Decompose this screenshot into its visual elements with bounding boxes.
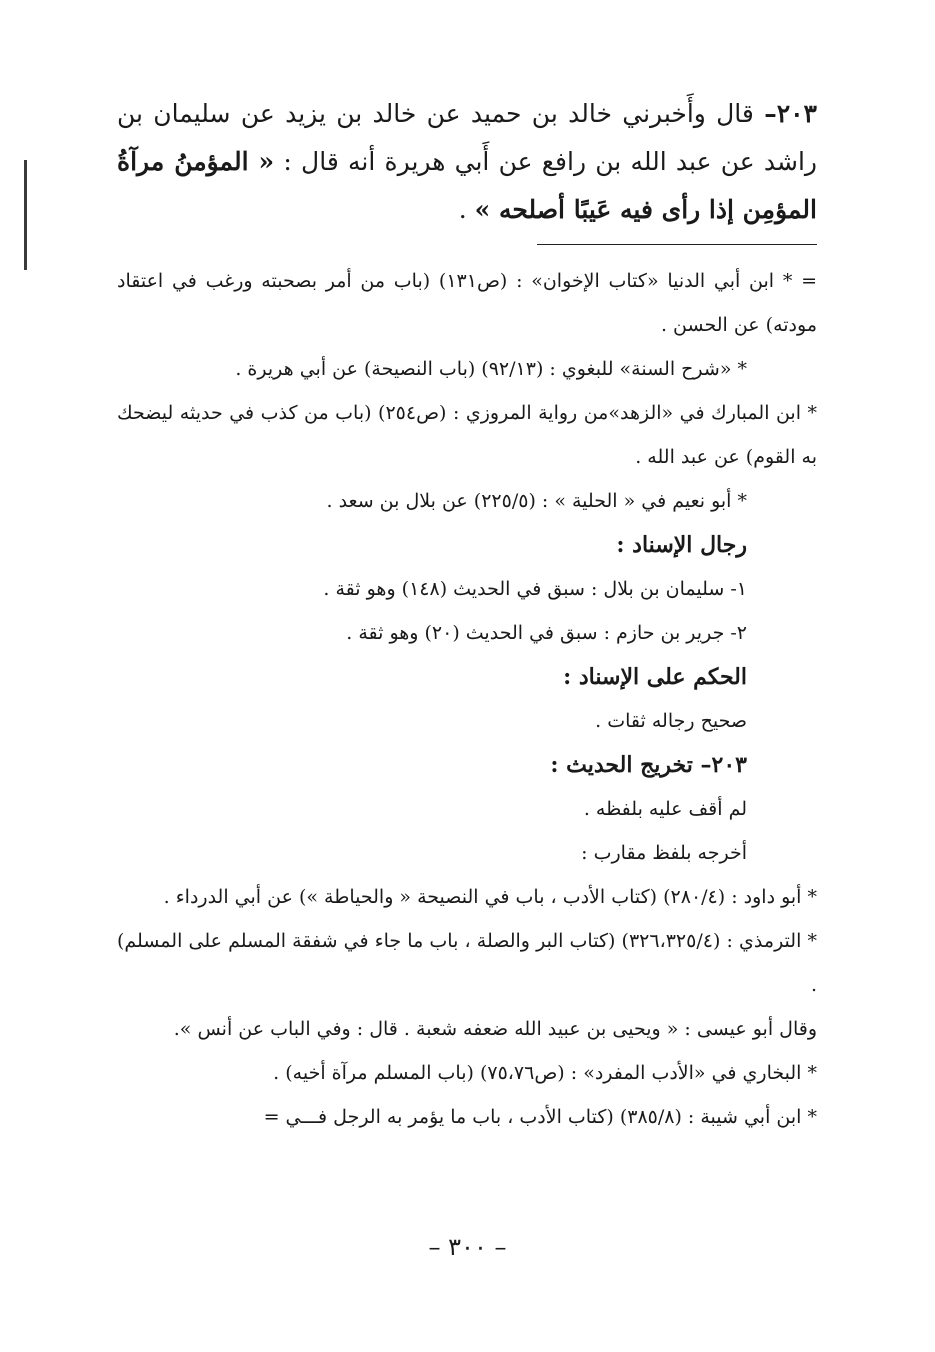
footnote-line: * أبو نعيم في « الحلية » : (٢٢٥/٥) عن بلال بن سعد . xyxy=(326,490,747,512)
footnote-line: * «شرح السنة» للبغوي : (٩٢/١٣) (باب النصيحة) عن أبي هريرة . xyxy=(235,358,747,380)
narrator-line: ٢- جرير بن حازم : سبق في الحديث (٢٠) وهو ثقة . xyxy=(346,622,747,644)
takhrij-line: * البخاري في «الأدب المفرد» : (ص٧٥،٧٦) (باب المسلم مرآة أخيه) . xyxy=(273,1062,817,1084)
hadith-isnad: قال وأَخبرني خالد بن حميد عن خالد بن يزيد عن سليمان بن راشد عن عبد الله بن رافع عن أَبي هريرة أنه قال : xyxy=(117,99,818,176)
footnotes xyxy=(117,259,817,1139)
hadith-quote: « المؤمنُ مرآةُ المؤمِن إذا رأى فيه عَيبًا أصلحه » xyxy=(117,147,817,224)
narrator-line: ١- سليمان بن بلال : سبق في الحديث (١٤٨) وهو ثقة . xyxy=(323,578,747,600)
takhrij-line: * ابن أبي شيبة : (٣٨٥/٨) (كتاب الأدب ، باب ما يؤمر به الرجل فـــي = xyxy=(263,1106,817,1128)
scan-edge-mark xyxy=(24,160,27,270)
page-number: – ٣٠٠ – xyxy=(428,1233,507,1261)
takhrij-line: * أبو داود : (٢٨٠/٤) (كتاب الأدب ، باب في النصيحة « والحياطة ») عن أبي الدرداء . xyxy=(163,886,817,908)
section-heading-takhrij: ٢٠٣– تخريج الحديث : xyxy=(550,752,747,778)
footnote-separator xyxy=(537,244,817,245)
footnote-line: * ابن المبارك في «الزهد»من رواية المروزي : (ص٢٥٤) (باب من كذب في حديثه ليضحك به القوم) عن عبد الله . xyxy=(117,402,817,468)
footnote-line: = * ابن أبي الدنيا «كتاب الإخوان» : (ص١٣١) (باب من أمر بصحبته ورغب في اعتقاد مودته) عن الحسن . xyxy=(117,270,817,336)
takhrij-line: أخرجه بلفظ مقارب : xyxy=(581,842,747,864)
hadith-end: . xyxy=(458,195,475,224)
takhrij-line: لم أقف عليه بلفظه . xyxy=(583,798,747,820)
takhrij-line: وقال أبو عيسى : « ويحيى بن عبيد الله ضعفه شعبة . قال : وفي الباب عن أنس ». xyxy=(173,1018,817,1040)
ruling-line: صحيح رجاله ثقات . xyxy=(595,710,747,732)
hadith-number: ٢٠٣– xyxy=(764,99,817,128)
page-body xyxy=(117,90,817,1139)
section-heading-hukm: الحكم على الإسناد : xyxy=(563,664,747,690)
section-heading-rijal: رجال الإسناد : xyxy=(616,532,747,558)
hadith-paragraph xyxy=(117,90,817,234)
takhrij-line: * الترمذي : (٣٢٦،٣٢٥/٤) (كتاب البر والصلة ، باب ما جاء في شفقة المسلم على المسلم) . xyxy=(117,930,817,996)
